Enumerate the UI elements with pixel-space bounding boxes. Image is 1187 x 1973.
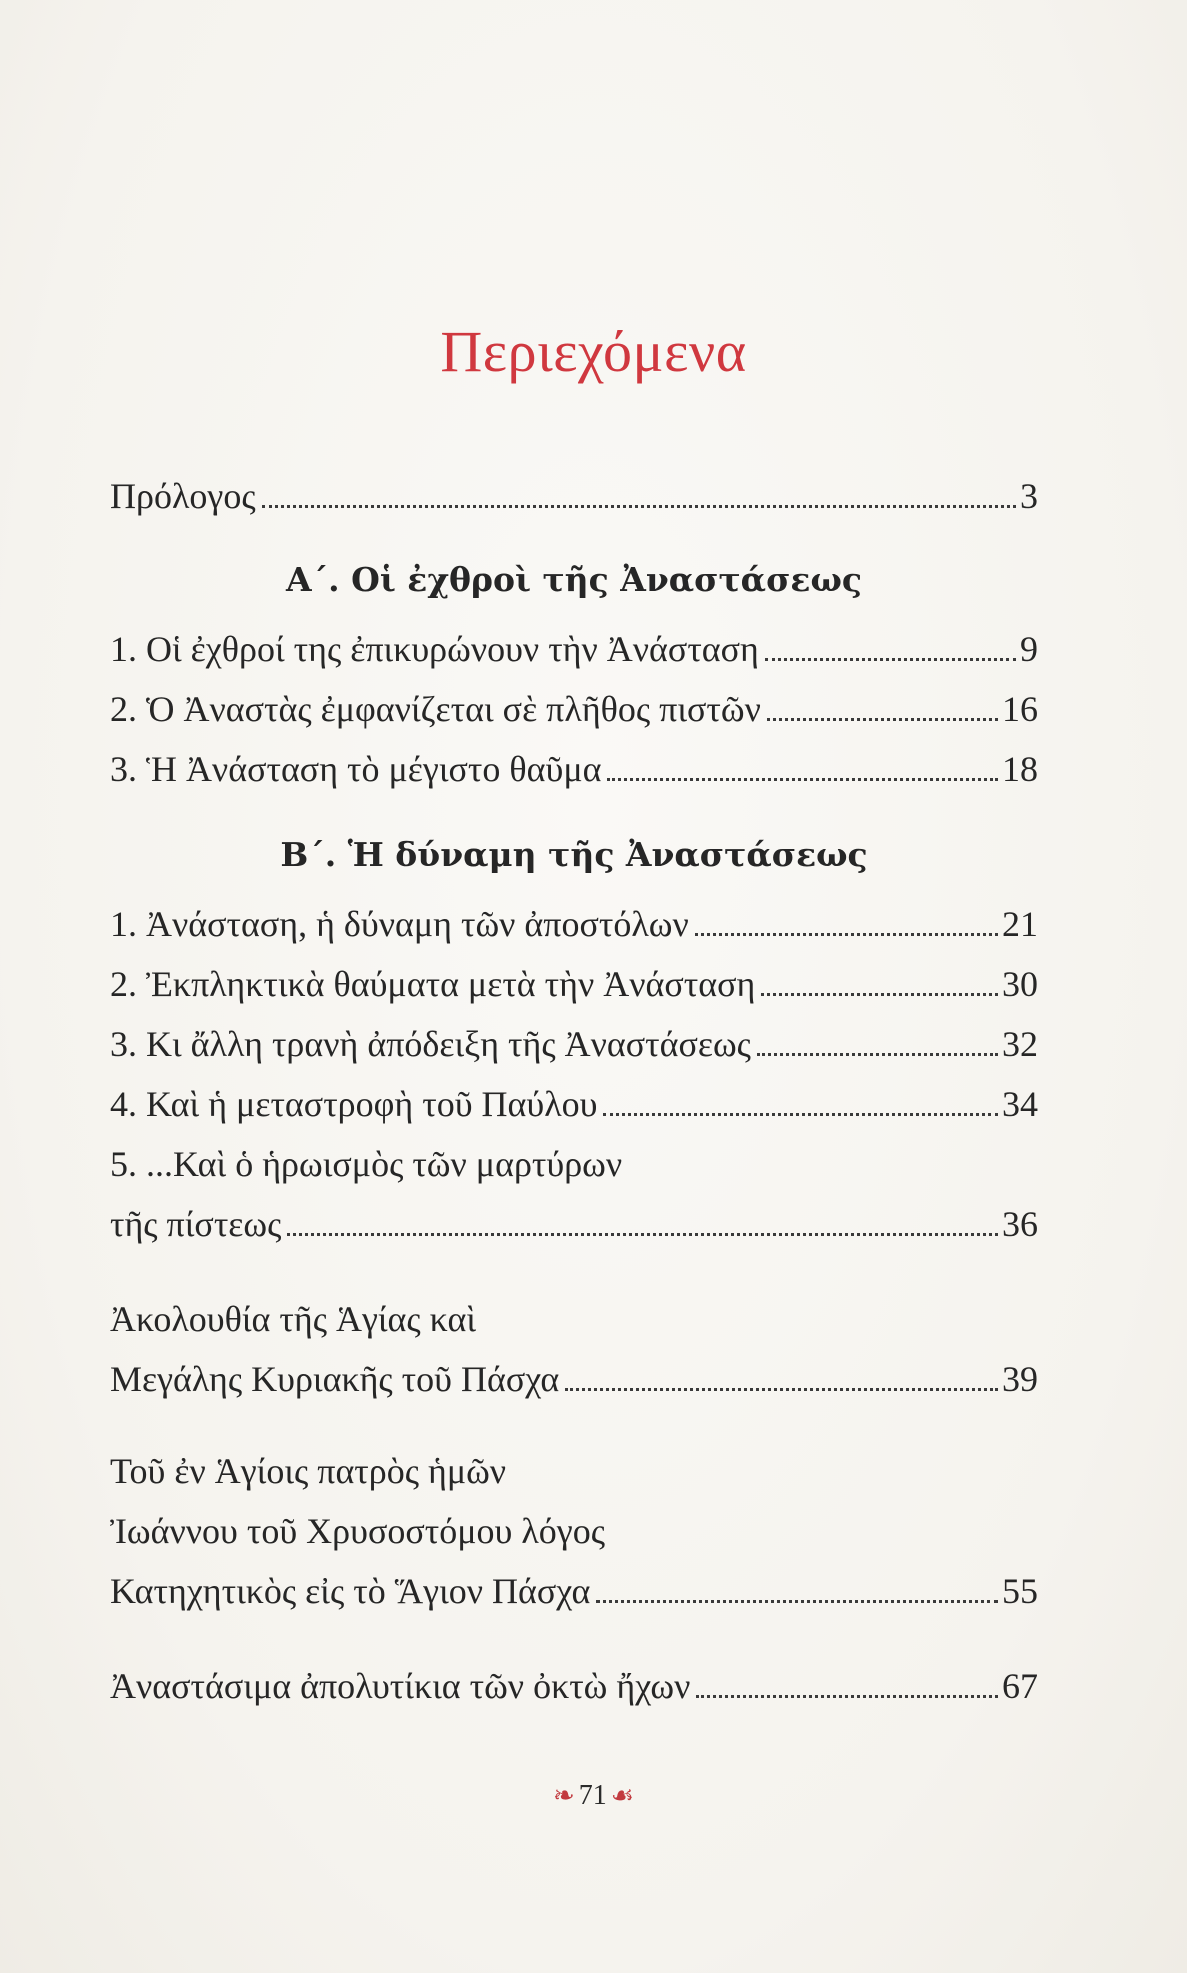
toc-page-number: 30	[1002, 964, 1038, 1004]
toc-page-number: 32	[1002, 1024, 1038, 1064]
toc-entry-a2	[110, 688, 1038, 738]
dot-leader	[695, 933, 998, 936]
floral-ornament-right-icon: ☙	[610, 1781, 635, 1810]
toc-entry-chrysostom	[110, 1570, 1038, 1620]
toc-page-number: 34	[1002, 1084, 1038, 1124]
dot-leader	[565, 1388, 998, 1391]
toc-page-number: 18	[1002, 749, 1038, 789]
dot-leader	[287, 1233, 998, 1236]
toc-entry-label: 5. ...Καὶ ὁ ἡρωισμὸς τῶν μαρτύρων	[110, 1144, 623, 1184]
floral-ornament-left-icon: ❧	[552, 1781, 575, 1810]
toc-entry-label: Ἀναστάσιμα ἀπολυτίκια τῶν ὀκτὼ ἤχων	[110, 1666, 691, 1706]
toc-entry-akolouthia-line1	[110, 1298, 1038, 1348]
toc-entry-label: Μεγάλης Κυριακῆς τοῦ Πάσχα	[110, 1359, 560, 1399]
dot-leader	[596, 1600, 998, 1603]
toc-entry-label: Πρόλογος	[110, 476, 256, 516]
toc-entry-label: 3. Κι ἄλλη τρανὴ ἀπόδειξη τῆς Ἀναστάσεως	[110, 1024, 751, 1064]
toc-entry-label: Κατηχητικὸς εἰς τὸ Ἅγιον Πάσχα	[110, 1571, 591, 1611]
dot-leader	[757, 1053, 998, 1056]
toc-entry-label: Ἀκολουθία τῆς Ἁγίας καὶ	[110, 1299, 477, 1339]
toc-page-number: 9	[1020, 629, 1038, 669]
section-heading-a: Α΄. Οἱ ἐχθροὶ τῆς Ἀναστάσεως	[286, 560, 862, 599]
toc-entry-b5	[110, 1203, 1038, 1253]
toc-page-number: 16	[1002, 689, 1038, 729]
toc-entry-label: τῆς πίστεως	[110, 1204, 282, 1244]
toc-entry-b3	[110, 1023, 1038, 1073]
toc-entry-apolytikia	[110, 1665, 1038, 1715]
dot-leader	[607, 778, 998, 781]
dot-leader	[767, 718, 998, 721]
dot-leader	[765, 658, 1016, 661]
toc-entry-chrysostom-line2	[110, 1510, 1038, 1560]
toc-entry-chrysostom-line1	[110, 1450, 1038, 1500]
toc-entry-a1	[110, 628, 1038, 678]
toc-page-number: 21	[1002, 904, 1038, 944]
toc-entry-prologue	[110, 475, 1038, 525]
toc-entry-b5-line1	[110, 1143, 1038, 1193]
dot-leader	[696, 1695, 998, 1698]
page-title: Περιεχόμενα	[440, 319, 747, 384]
dot-leader	[761, 993, 998, 996]
toc-entry-b1	[110, 903, 1038, 953]
toc-page-number: 36	[1002, 1204, 1038, 1244]
toc-entry-b4	[110, 1083, 1038, 1133]
section-heading-b: Β΄. Ἡ δύναμη τῆς Ἀναστάσεως	[280, 835, 868, 874]
dot-leader	[262, 505, 1016, 508]
toc-entry-label: Τοῦ ἐν Ἁγίοις πατρὸς ἡμῶν	[110, 1451, 507, 1491]
dot-leader	[603, 1113, 998, 1116]
toc-entry-label: Ἰωάννου τοῦ Χρυσοστόμου λόγος	[110, 1511, 605, 1551]
toc-page-number: 39	[1002, 1359, 1038, 1399]
toc-page-number: 67	[1002, 1666, 1038, 1706]
page-number: 71	[578, 1780, 607, 1811]
toc-entry-label: 1. Ἀνάσταση, ἡ δύναμη τῶν ἀποστόλων	[110, 904, 689, 944]
toc-entry-akolouthia	[110, 1358, 1038, 1408]
toc-entry-label: 3. Ἡ Ἀνάσταση τὸ μέγιστο θαῦμα	[110, 749, 602, 789]
toc-entry-b2	[110, 963, 1038, 1013]
toc-entry-label: 2. Ἐκπληκτικὰ θαύματα μετὰ τὴν Ἀνάσταση	[110, 964, 756, 1004]
toc-entry-a3	[110, 748, 1038, 798]
toc-entry-label: 1. Οἱ ἐχθροί της ἐπικυρώνουν τὴν Ἀνάσταση	[110, 629, 759, 669]
toc-entry-label: 2. Ὁ Ἀναστὰς ἐμφανίζεται σὲ πλῆθος πιστῶν	[110, 689, 761, 729]
toc-page-number: 3	[1020, 476, 1038, 516]
page-footer	[0, 1780, 1187, 1812]
toc-page-number: 55	[1002, 1571, 1038, 1611]
toc-entry-label: 4. Καὶ ἡ μεταστροφὴ τοῦ Παύλου	[110, 1084, 598, 1124]
table-of-contents	[110, 0, 1038, 1973]
